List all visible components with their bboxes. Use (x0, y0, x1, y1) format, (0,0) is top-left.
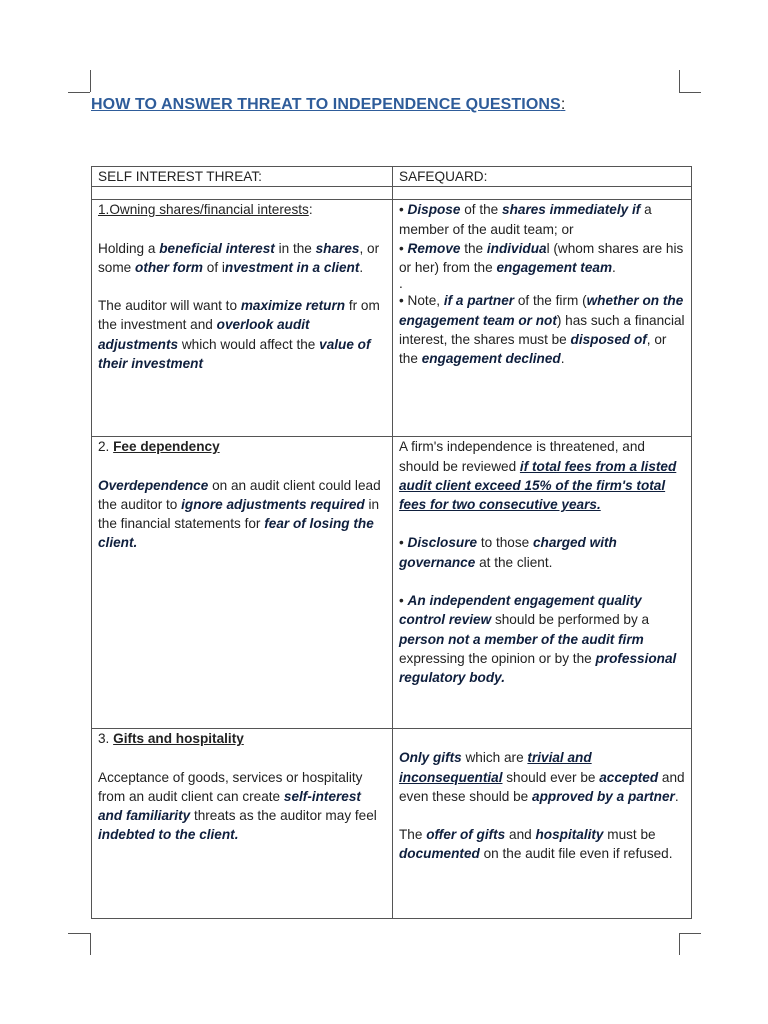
safeguard-partner-note: • Note, if a partner of the firm (whether on the engagement team or not) has such a financial interest, the shares must be disposed of, or the engagement declined. (399, 293, 685, 367)
threat-heading-gifts-hospitality: 3. Gifts and hospitality (98, 731, 244, 747)
crop-mark-top-right-vertical (679, 70, 680, 92)
page-title: HOW TO ANSWER THREAT TO INDEPENDENCE QUESTIONS: (91, 96, 566, 113)
threat-cell-gifts-hospitality (92, 729, 393, 919)
table-row-owning-shares (92, 200, 692, 437)
stray-dot: . (399, 276, 403, 292)
safeguard-cell-owning-shares (393, 200, 692, 437)
safeguard-quality-control-review: • An independent engagement quality control review should be performed by a person not a member of the audit firm expressing the opinion or by the professional regulatory body. (399, 593, 677, 686)
safeguard-review-fees: A firm's independence is threatened, and should be reviewed if total fees from a listed audit client exceed 15% of the firm's total fees for two consecutive years. (399, 439, 677, 513)
crop-mark-bottom-left-horizontal (68, 933, 90, 934)
table-header-row (92, 167, 692, 187)
threat-text-fee-dependency: Overdependence on an audit client could lead the auditor to ignore adjustments required in the financial statements for fear of losing the client. (98, 477, 381, 551)
safeguard-cell-gifts-hospitality (393, 729, 692, 919)
threat-heading-fee-dependency: 2. Fee dependency (98, 439, 220, 455)
table-row-fee-dependency (92, 437, 692, 729)
safeguard-cell-fee-dependency (393, 437, 692, 729)
crop-mark-top-left-vertical (90, 70, 91, 92)
threat-cell-fee-dependency (92, 437, 393, 729)
safeguard-trivial-gifts: Only gifts which are trivial and inconsequential should ever be accepted and even these should be approved by a partner. (399, 750, 685, 804)
safeguard-dispose-shares: • Dispose of the shares immediately if a member of the audit team; or (399, 202, 652, 237)
independence-threats-table (91, 166, 692, 919)
crop-mark-bottom-right-vertical (679, 933, 680, 955)
table-row-gifts-hospitality (92, 729, 692, 919)
threat-text-gifts-hospitality: Acceptance of goods, services or hospitality from an audit client can create self-interest and familiarity threats as the auditor may feel indebted to the client. (98, 769, 377, 843)
threat-text-owning-shares: Holding a beneficial interest in the shares, or some other form of investment in a client. (98, 240, 380, 275)
crop-mark-bottom-right-horizontal (679, 933, 701, 934)
threat-cell-owning-shares (92, 200, 393, 437)
safeguard-disclosure: • Disclosure to those charged with governance at the client. (399, 535, 617, 570)
crop-mark-top-right-horizontal (679, 92, 701, 93)
header-self-interest-threat: SELF INTEREST THREAT: (92, 167, 393, 187)
threat-heading-owning-shares: 1.Owning shares/financial interests: (98, 202, 313, 218)
safeguard-document-gifts: The offer of gifts and hospitality must be documented on the audit file even if refused. (399, 827, 673, 862)
crop-mark-top-left-horizontal (68, 92, 90, 93)
safeguard-remove-individual: • Remove the individual (whom shares are his or her) from the engagement team. (399, 240, 684, 276)
crop-mark-bottom-left-vertical (90, 933, 91, 955)
threat-explanation-owning-shares: The auditor will want to maximize return fr om the investment and overlook audit adjustments which would affect the value of their investment (98, 298, 380, 372)
header-safeguard: SAFEQUARD: (393, 167, 692, 187)
table-blank-row (92, 187, 692, 200)
